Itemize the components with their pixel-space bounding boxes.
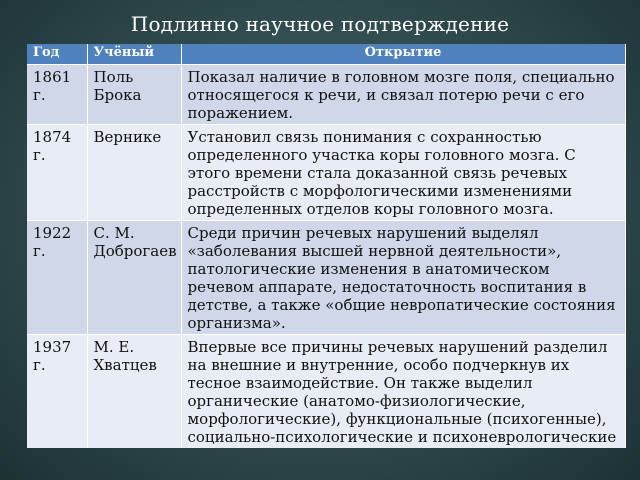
scientist-cell: Поль Брока — [87, 65, 181, 125]
discovery-cell: Показал наличие в головном мозге поля, специально относящегося к речи, и связал потерю речи с его поражением. — [181, 65, 625, 125]
scientist-cell: С. М. Доброгаев — [87, 221, 181, 335]
discovery-cell: Среди причин речевых нарушений выделял «заболевания высшей нервной деятельности», патологические изменения в анатомическом речевом аппарате, недостаточность воспитания в детстве, а также «общие невропатические состояния организма». — [181, 221, 625, 335]
discovery-cell: Впервые все причины речевых нарушений разделил на внешние и внутренние, особо подчеркнув их тесное взаимодействие. Он также выделил органические (анатомо-физиологические, морфологические), функциональные (психогенные), социально-психологические и психоневрологические — [181, 335, 625, 449]
table-row — [27, 221, 625, 335]
header-row — [27, 44, 625, 65]
year-cell: 1861 г. — [27, 65, 87, 125]
year-cell: 1922 г. — [27, 221, 87, 335]
year-cell: 1874 г. — [27, 125, 87, 221]
table-row — [27, 125, 625, 221]
table-row — [27, 65, 625, 125]
table-row — [27, 335, 625, 449]
scientist-cell: Вернике — [87, 125, 181, 221]
year-cell: 1937 г. — [27, 335, 87, 449]
header-discovery: Открытие — [181, 44, 625, 65]
slide-title: Подлинно научное подтверждение — [130, 12, 510, 36]
history-table — [27, 44, 626, 448]
header-year: Год — [27, 44, 87, 65]
scientist-cell: М. Е. Хватцев — [87, 335, 181, 449]
header-scientist: Учёный — [87, 44, 181, 65]
discovery-cell: Установил связь понимания с сохранностью определенного участка коры головного мозга. С этого времени стала доказанной связь речевых расстройств с морфологическими изменениями определенных отделов коры головного мозга. — [181, 125, 625, 221]
